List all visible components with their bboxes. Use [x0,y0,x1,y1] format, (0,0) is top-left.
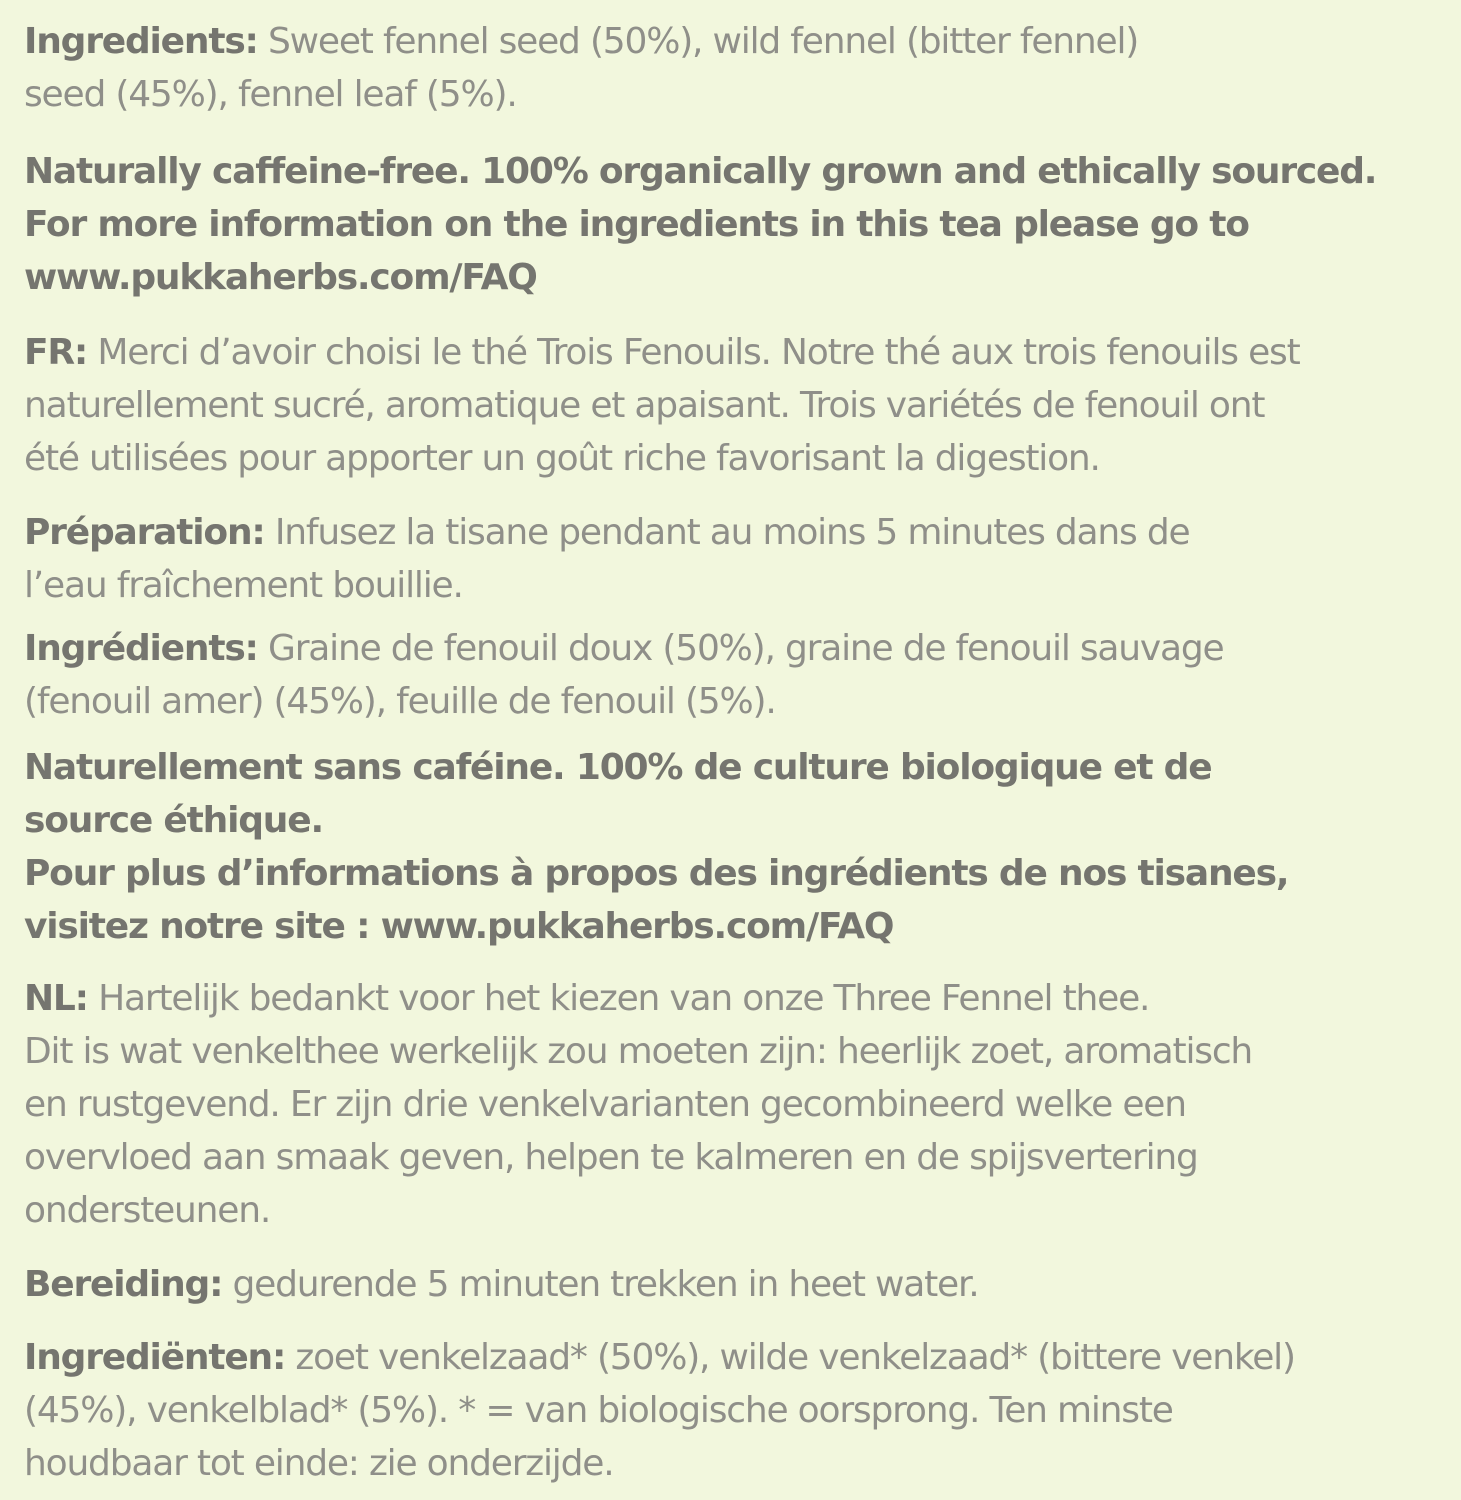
french-intro-line-3: été utilisées pour apporter un goût riche favorisant la digestion. [24,438,1100,479]
english-notice-line-1: Naturally caffeine-free. 100% organically grown and ethically sourced. [24,151,1377,192]
french-intro-text-1: Merci d’avoir choisi le thé Trois Fenouils. Notre thé aux trois fenouils est [87,332,1300,373]
french-intro-line-1 [24,326,1300,379]
french-preparation-section [24,506,1189,612]
french-language-label: FR: [24,332,88,373]
french-notice-line-2: source éthique. [24,800,323,841]
french-ingredients-text-1: Graine de fenouil doux (50%), graine de fenouil sauvage [257,628,1224,669]
dutch-intro-line-3: en rustgevend. Er zijn drie venkelvarianten gecombineerd welke een [24,1084,1186,1125]
dutch-ingredients-line-1 [24,1331,1295,1384]
french-ingredients-label: Ingrédients: [24,628,258,669]
english-faq-url: www.pukkaherbs.com/FAQ [24,257,537,298]
english-ingredients-label: Ingredients: [24,21,258,62]
dutch-preparation-label: Bereiding: [24,1264,223,1305]
dutch-language-label: NL: [24,978,88,1019]
dutch-ingredients-section [24,1331,1295,1490]
french-preparation-line-1 [24,506,1189,559]
dutch-intro-section [24,972,1252,1237]
dutch-preparation-line-1 [24,1258,979,1311]
english-ingredients-text-1: Sweet fennel seed (50%), wild fennel (bitter fennel) [257,21,1139,62]
french-notice-line-3: Pour plus d’informations à propos des ingrédients de nos tisanes, [24,853,1289,894]
dutch-preparation-text-1: gedurende 5 minuten trekken in heet water. [222,1264,979,1305]
dutch-intro-line-4: overvloed aan smaak geven, helpen te kalmeren en de spijsvertering [24,1137,1198,1178]
french-notice-section [24,741,1288,953]
dutch-intro-text-1: Hartelijk bedankt voor het kiezen van onze Three Fennel thee. [87,978,1150,1019]
french-preparation-text-1: Infusez la tisane pendant au moins 5 minutes dans de [264,512,1190,553]
english-ingredients-line-1 [24,15,1138,68]
french-preparation-label: Préparation: [24,512,265,553]
french-intro-section [24,326,1300,485]
dutch-ingredients-text-1: zoet venkelzaad* (50%), wilde venkelzaad* (bittere venkel) [285,1337,1295,1378]
french-intro-line-2: naturellement sucré, aromatique et apaisant. Trois variétés de fenouil ont [24,385,1265,426]
dutch-intro-line-5: ondersteunen. [24,1190,271,1231]
french-faq-url: visitez notre site : www.pukkaherbs.com/FAQ [24,906,894,947]
english-notice-section [24,145,1376,304]
french-ingredients-line-1 [24,622,1223,675]
dutch-intro-line-2: Dit is wat venkelthee werkelijk zou moeten zijn: heerlijk zoet, aromatisch [24,1031,1253,1072]
english-ingredients-section [24,15,1138,121]
french-ingredients-section [24,622,1223,728]
dutch-ingredients-line-2: (45%), venkelblad* (5%). * = van biologische oorsprong. Ten minste [24,1390,1173,1431]
english-ingredients-text-2: seed (45%), fennel leaf (5%). [24,74,517,115]
dutch-intro-line-1 [24,972,1252,1025]
dutch-ingredients-label: Ingrediënten: [24,1337,286,1378]
french-notice-line-1: Naturellement sans caféine. 100% de culture biologique et de [24,747,1212,788]
english-notice-line-2: For more information on the ingredients in this tea please go to [24,204,1249,245]
french-ingredients-line-2: (fenouil amer) (45%), feuille de fenouil (5%). [24,681,776,722]
dutch-ingredients-line-3: houdbaar tot einde: zie onderzijde. [24,1443,614,1484]
dutch-preparation-section [24,1258,979,1311]
french-preparation-line-2: l’eau fraîchement bouillie. [24,565,463,606]
